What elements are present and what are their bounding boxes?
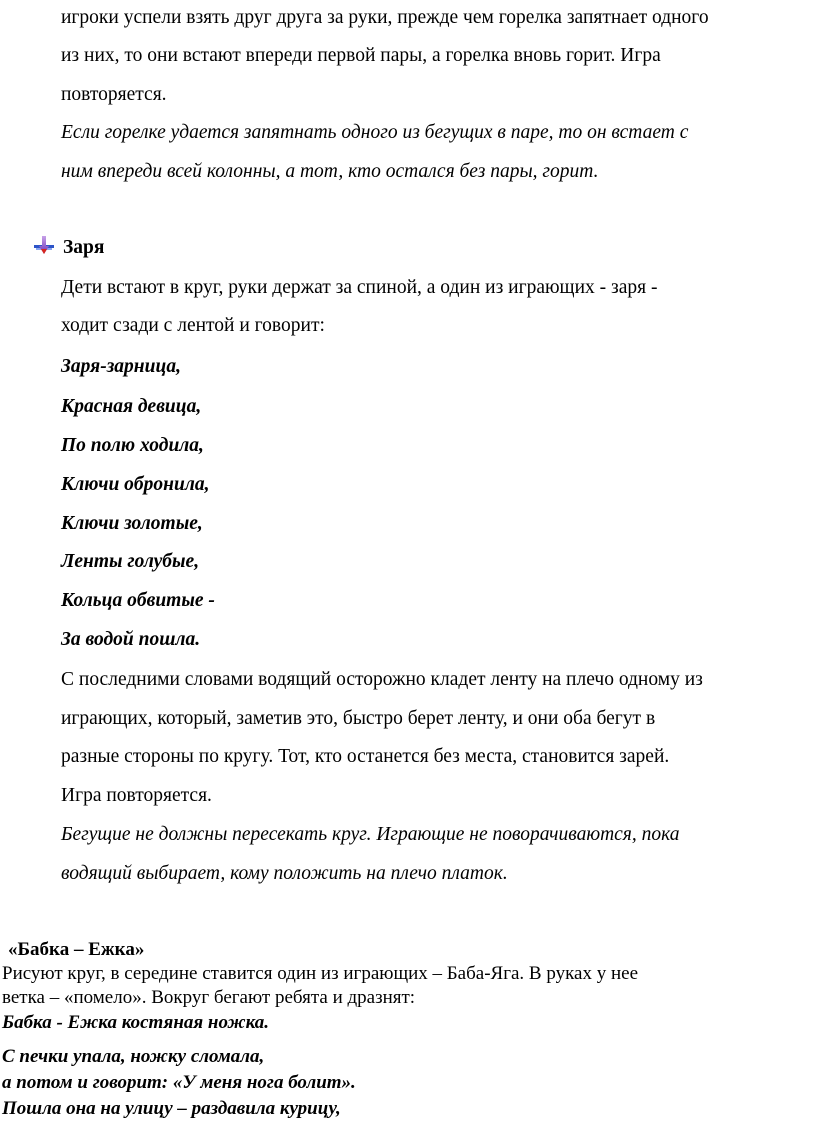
verse-line: По полю ходила, xyxy=(61,435,204,456)
verse-line: За водой пошла. xyxy=(61,629,201,650)
paragraph-line: С последними словами водящий осторожно кладет ленту на плечо одному из xyxy=(61,669,703,690)
section-title: Заря xyxy=(63,237,105,258)
verse-line: Красная девица, xyxy=(61,396,202,417)
verse-line: Ключи обронила, xyxy=(61,474,210,495)
paragraph-line: ветка – «помело». Вокруг бегают ребята и дразнят: xyxy=(2,987,416,1008)
paragraph-line: играющих, который, заметив это, быстро берет ленту, и они оба бегут в xyxy=(61,708,656,729)
paragraph-line: Игра повторяется. xyxy=(61,785,212,806)
verse-line: Бабка - Ежка костяная ножка. xyxy=(2,1012,270,1033)
verse-line: Ключи золотые, xyxy=(61,513,203,534)
verse-line: а потом и говорит: «У меня нога болит». xyxy=(2,1072,356,1093)
paragraph-line: из них, то они встают впереди первой пары, а горелка вновь горит. Игра xyxy=(61,45,661,66)
italic-note-line: Если горелке удается запятнать одного из бегущих в паре, то он встает с xyxy=(61,122,689,143)
italic-note-line: водящий выбирает, кому положить на плечо платок. xyxy=(61,863,508,884)
paragraph-line: повторяется. xyxy=(61,84,167,105)
paragraph-line: игроки успели взять друг друга за руки, прежде чем горелка запятнает одного xyxy=(61,7,709,28)
italic-note-line: Бегущие не должны пересекать круг. Играющие не поворачиваются, пока xyxy=(61,824,680,845)
italic-note-line: ним впереди всей колонны, а тот, кто остался без пары, горит. xyxy=(61,161,599,182)
verse-line: Кольца обвитые - xyxy=(61,590,215,611)
verse-line: С печки упала, ножку сломала, xyxy=(2,1046,265,1067)
verse-line: Заря-зарница, xyxy=(61,356,181,377)
arrow-bullet-icon xyxy=(33,234,55,256)
verse-line: Пошла она на улицу – раздавила курицу, xyxy=(2,1098,341,1119)
section-title: «Бабка – Ежка» xyxy=(8,939,145,960)
paragraph-line: Рисуют круг, в середине ставится один из играющих – Баба-Яга. В руках у нее xyxy=(2,963,638,984)
paragraph-line: Дети встают в круг, руки держат за спиной, а один из играющих - заря - xyxy=(61,277,658,298)
paragraph-line: ходит сзади с лентой и говорит: xyxy=(61,315,325,336)
paragraph-line: разные стороны по кругу. Тот, кто останется без места, становится зарей. xyxy=(61,746,670,767)
verse-line: Ленты голубые, xyxy=(61,551,200,572)
